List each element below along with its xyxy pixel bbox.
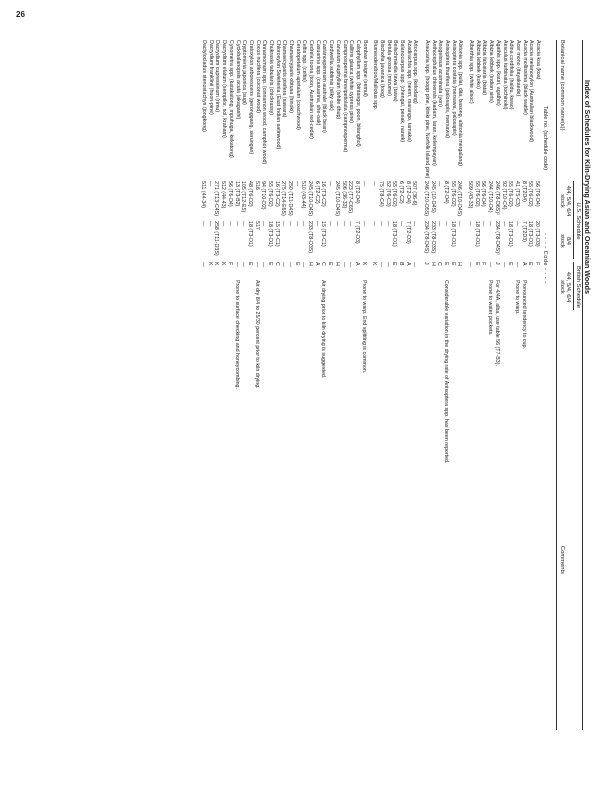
us-44-schedule-cell: 55 (T6-D2) (391, 181, 398, 207)
header-us-84: 8/4 (565, 236, 571, 246)
british-code-cell: — (200, 262, 207, 268)
table-row (384, 40, 391, 730)
botanical-name-cell: Albizia lebbek (koko) (474, 40, 481, 89)
us-44-schedule-cell: 250 (T11-D4S) (287, 181, 294, 216)
table-row (507, 40, 514, 730)
british-code-cell: E (443, 262, 450, 266)
botanical-name-cell: Dacrydium cupressinum (rimu) (214, 40, 221, 113)
botanical-name-cell: Chloroxylon Swietenia (East Indian satinwood) (274, 40, 281, 150)
comment-cell: Pronounced tendency to cup. (520, 280, 527, 349)
botanical-name-cell: Cocos nucifera (coconut wood) (254, 40, 261, 114)
table-row (246, 40, 253, 730)
british-code-cell: F (480, 262, 487, 266)
us-44-schedule-cell: 41 (T5-C3) (513, 181, 520, 207)
table-row (273, 40, 280, 730)
british-code-cell: A (520, 262, 527, 266)
us-44-schedule-cell: 92 (T10-C4) (500, 181, 507, 210)
botanical-name-cell: Canarium euphyllum (white dhup) (334, 40, 341, 120)
british-code-cell: — (233, 262, 240, 268)
us-84-schedule-cell: — (240, 221, 247, 227)
us-84-schedule-cell: 18 (T3-D1) (507, 221, 514, 247)
british-code-cell: — (280, 262, 287, 268)
table-row (326, 40, 333, 730)
us-44-schedule-cell: 516 (253, 181, 260, 190)
table-row (233, 40, 240, 730)
table-row (513, 40, 520, 730)
us-44-schedule-cell: 94 (T10-D2) (260, 181, 267, 210)
british-code-cell: C (273, 262, 280, 266)
table-row (493, 40, 500, 730)
us-84-schedule-cell: — (487, 221, 494, 227)
comment-cell: Air dry 8/4 to 25/30 percent prior to kiln drying. (253, 280, 260, 389)
us-84-schedule-cell: — (371, 221, 378, 227)
us-44-schedule-cell: 6 (T2-C2) (398, 181, 405, 204)
us-84-schedule-cell: 15 (T3-C1) (320, 221, 327, 247)
us-44-schedule-cell: — (371, 181, 378, 187)
british-code-cell: J (493, 262, 500, 265)
british-code-cell: — (347, 262, 354, 268)
table-row (397, 40, 404, 730)
us-44-schedule-cell: 245 (T10-D4S) (307, 181, 314, 217)
table-row (260, 40, 267, 730)
table-row (333, 40, 340, 730)
table-row (293, 40, 300, 730)
botanical-name-cell: Bischofia javanica (toog) (378, 40, 385, 98)
botanical-name-cell: Celtis spp. (celtis) (301, 40, 308, 82)
botanical-name-cell: Acer mono (itayakaede) (514, 40, 521, 97)
table-row (473, 40, 480, 730)
botanical-name-cell: Azadirachta spp. (neem, marango, tamaka) (405, 40, 412, 142)
header-us-schedule: U.S. Schedule (575, 202, 581, 240)
british-code-cell: — (467, 262, 474, 268)
us-84-schedule-cell: — (377, 221, 384, 227)
botanical-name-cell: Chamaecyparis obtusa (hinoki) (288, 40, 295, 114)
table-row (487, 40, 494, 730)
us-84-schedule-cell: — (226, 221, 233, 227)
us-44-schedule-cell: 8 (T2-D4) (404, 181, 411, 204)
us-44-schedule-cell: 246 (T8-D6S)¹ (493, 181, 500, 215)
table-row (411, 40, 418, 730)
british-code-cell: K (360, 262, 367, 266)
table-row (500, 40, 507, 730)
us-84-schedule-cell: 7 (T2-D3) (404, 221, 411, 244)
british-code-cell: K (371, 262, 378, 266)
us-84-schedule-cell: — (384, 221, 391, 227)
british-code-cell: — (287, 262, 294, 268)
header-us-44: 4/4, 5/4, 6/4 (565, 185, 571, 217)
comment-cell: For 4/4A, alba, use table 56 (T7-B3). (493, 280, 500, 366)
us-84-schedule-cell: 18 (T3-D1) (246, 221, 253, 247)
british-code-cell: — (340, 262, 347, 268)
botanical-name-cell: Dactylocladus stenostachys (jongkong) (201, 40, 208, 132)
botanical-name-cell: Beilschmiedia tawa (tawa) (392, 40, 399, 102)
us-44-schedule-cell: 509 (43-33) (467, 181, 474, 209)
botanical-name-cell: Cyclobalanopsis acuta (akagashi) (234, 40, 241, 120)
table-no-subheader: Table no. (schedule code) (542, 106, 548, 171)
us-84-schedule-cell: 18 (T3-D1) (473, 221, 480, 247)
botanical-name-cell: Castanospermum australe (black bean) (321, 40, 328, 133)
botanical-name-cell: Callitris glauca (white cypress pine) (348, 40, 355, 124)
table-row (436, 40, 443, 730)
table-row (253, 40, 260, 730)
us-84-schedule-cell: — (293, 221, 300, 227)
botanical-name-cell: Campnosperma brevipetiolata (campnosperma) (341, 40, 348, 153)
botanical-name-cell: Anthocephalus chinensis (kadam, laran, kelempayan) (430, 40, 437, 166)
us-84-schedule-cell: — (327, 221, 334, 227)
us-44-schedule-cell: 48 (T6-D2) (246, 181, 253, 207)
botanical-name-cell: Acacia mollissima (black wattle) (521, 40, 528, 115)
british-code-cell: — (253, 262, 260, 268)
us-84-schedule-cell: — (300, 221, 307, 227)
us-84-schedule-cell: 258 (T11-D3S) (213, 221, 220, 256)
botanical-name-cell: Alstonia spp. (pulai, dita, basong, alstonia mergalang) (457, 40, 464, 167)
table-row (347, 40, 354, 730)
us-44-schedule-cell: — (206, 181, 213, 187)
table-row (199, 40, 206, 730)
us-44-schedule-cell: 52 (T6-C3) (384, 181, 391, 207)
botanical-name-cell: Balanocarpus spp. (chengal, penak, nanek) (399, 40, 406, 143)
table-row (533, 40, 540, 730)
botanical-name-cell: Acacia melanoxylon (Australian blackwood) (528, 40, 535, 143)
us-84-schedule-cell: — (360, 221, 367, 227)
british-code-cell: — (513, 262, 520, 268)
us-44-schedule-cell: — (436, 181, 443, 187)
table-row (320, 40, 327, 730)
table-row (306, 40, 313, 730)
table-row (206, 40, 213, 730)
us-84-schedule-cell: — (260, 221, 267, 227)
code-label: Code (542, 250, 548, 267)
british-code-cell: E (391, 262, 398, 266)
header-brit-stock: stock (559, 280, 565, 294)
botanical-name-cell: Anisoptera thurifera (palosapis, mersawa) (444, 40, 451, 139)
us-span-rule (573, 181, 574, 259)
us-44-schedule-cell: — (293, 181, 300, 187)
british-code-cell: E (293, 262, 300, 266)
comment-cell: Considerable variation in the drying rate of Anisoptera spp. has been reported. (443, 280, 450, 464)
us-84-schedule-cell: — (480, 221, 487, 227)
botanical-name-cell: Cardwellia sublimis (silky oak) (328, 40, 335, 111)
comment-cell: Prone to surface checking and honeycombing. (233, 280, 240, 389)
us-44-schedule-cell: — (327, 181, 334, 187)
us-84-schedule-cell: — (333, 221, 340, 227)
us-44-schedule-cell: 55 (T6-D2) (266, 181, 273, 207)
botanical-name-cell: Cedrela toona (toon, Australian red-cedar) (308, 40, 315, 139)
us-44-schedule-cell: 55 (T6-D2) (507, 181, 514, 207)
british-code-cell: — (240, 262, 247, 268)
table-row (429, 40, 436, 730)
header-comments: Comments (559, 546, 565, 575)
us-44-schedule-cell: 55 (T6-D2) (527, 181, 534, 207)
us-44-schedule-cell: 510 (43-44) (300, 181, 307, 209)
us-44-schedule-cell: 56 (T6-D4) (480, 181, 487, 207)
british-code-cell: C (436, 262, 443, 266)
us-84-schedule-cell: 18 (T3-D1) (391, 221, 398, 247)
us-44-schedule-cell: 244 (T10-D4) (487, 181, 494, 213)
table-row (313, 40, 320, 730)
us-44-schedule-cell: 506 (36-33) (340, 181, 347, 209)
comment-cell: Prone to water pockets. (487, 280, 494, 336)
british-code-cell: E (327, 262, 334, 266)
us-44-schedule-cell: 55 (T6-D2) (449, 181, 456, 207)
botanical-name-cell: Casuarina spp. (casuarina, she-oak) (314, 40, 321, 126)
us-44-schedule-cell: 55 (T6-D2) (473, 181, 480, 207)
table-row (449, 40, 456, 730)
table-row (353, 40, 360, 730)
us-44-schedule-cell: 56 (T6-D4) (226, 181, 233, 207)
us-44-schedule-cell: 6 (T2-C2) (313, 181, 320, 204)
us-44-schedule-cell: 8 (T2-D4) (443, 181, 450, 204)
botanical-name-cell: Dacrydium franklinii (huon-pine) (207, 40, 214, 115)
british-code-cell: H (333, 262, 340, 266)
us-84-schedule-cell: 15 (T3-C1) (273, 221, 280, 247)
us-44-schedule-cell: 105 (T12-E5) (240, 181, 247, 213)
british-code-cell: K (220, 262, 227, 266)
us-84-schedule-cell: 517 (253, 221, 260, 230)
british-code-cell: E (507, 262, 514, 266)
table-row (404, 40, 411, 730)
british-code-cell: A (404, 262, 411, 266)
british-code-cell: E (449, 262, 456, 266)
us-84-schedule-cell: — (467, 221, 474, 227)
us-44-schedule-cell: 245 (T10-D4S) (333, 181, 340, 217)
us-44-schedule-cell: 8 (T2D4) (520, 181, 527, 202)
botanical-name-cell: Cryptomeria japonica (sugi) (241, 40, 248, 105)
british-code-cell: E (246, 262, 253, 266)
british-code-cell: F (534, 262, 540, 266)
us-84-schedule-cell: 233 (T8-D3S) (307, 221, 314, 254)
us-44-schedule-cell: 56 (T6-D4) (534, 181, 540, 207)
us-84-schedule-cell: — (436, 221, 443, 227)
botanical-name-cell: Agathis spp. (kauri, agathis) (494, 40, 501, 106)
table-row (240, 40, 247, 730)
british-code-cell: K (213, 262, 220, 266)
us-84-schedule-cell: 7 (T2-D3) (353, 221, 360, 244)
british-code-cell: B (398, 262, 405, 266)
botanical-name-cell: Cinnamomum spp. (cinnamon wood, camphor wood) (261, 40, 268, 165)
botanical-name-cell: Calophyllum spp. (bintangor, poon, bitanghol) (354, 40, 361, 147)
comment-cell: Air drying prior to kiln drying is suggested. (320, 280, 327, 379)
table-row (520, 40, 527, 730)
us-84-schedule-cell: — (200, 221, 207, 227)
us-44-schedule-cell: 275 (T14-E6S) (280, 181, 287, 216)
british-code-cell: H (307, 262, 314, 266)
code-subheader: - - - - Code - - - - (542, 233, 548, 284)
botanical-name-cell: Cynometra spp. (katakatong, mpuhuga, kekatong) (227, 40, 234, 158)
us-84-schedule-cell: 20 (T3-D3) (534, 221, 540, 247)
us-84-schedule-cell: 7 (T2D3) (520, 221, 527, 242)
us-44-schedule-cell: 512 (44-43) (220, 181, 227, 209)
botanical-name-cell: Alberthia spp. (white alsoc) (468, 40, 475, 104)
british-code-cell: K (206, 262, 213, 266)
table-row (219, 40, 226, 730)
us-44-schedule-cell: 16 (T3-C2) (320, 181, 327, 207)
header-brit-44: 4/4, 5/4, 6/4 (565, 271, 571, 303)
us-84-schedule-cell: — (443, 221, 450, 227)
us-84-schedule-cell: 234 (T8-D4S) (423, 221, 429, 254)
table-row (466, 40, 473, 730)
us-84-schedule-cell: — (206, 221, 213, 227)
us-84-schedule-cell: — (313, 221, 320, 227)
botanical-name-cell: Anogeissus acuminata (yon) (437, 40, 444, 107)
british-code-cell: — (500, 262, 507, 268)
botanical-name-cell: Blumeodendron/Mallotus spp. (372, 40, 379, 111)
table-row (340, 40, 347, 730)
header-british-schedule: British Schedule (575, 266, 581, 308)
botanical-name-cell: Chukrasia tabularis (chickrassy) (267, 40, 274, 116)
british-code-cell: H (456, 262, 463, 266)
us-44-schedule-cell: 246 (T10-D5S) (423, 181, 429, 217)
botanical-name-cell: Anisoptera costata (mersawa, palosapis) (450, 40, 457, 136)
botanical-name-cell: Bombax insigne (semul) (361, 40, 368, 97)
botanical-name-cell: Adina cordifolia (haldu, kwao) (508, 40, 515, 110)
botanical-name-cell: Artocarpus spp. (kelodang) (412, 40, 419, 104)
british-code-cell: — (384, 262, 391, 268)
header-botanical: Botanical name (common name(s)) (559, 40, 565, 131)
table-row (280, 40, 287, 730)
us-84-schedule-cell: 18 (T3-D1) (449, 221, 456, 247)
us-84-schedule-cell: — (398, 221, 405, 227)
table-row (226, 40, 233, 730)
british-code-cell: H (429, 262, 436, 266)
british-code-cell: — (300, 262, 307, 268)
us-84-schedule-cell: 18 (T3-D1) (266, 221, 273, 247)
us-44-schedule-cell: 75 (T8-C4) (377, 181, 384, 207)
schedule-table-body (199, 40, 540, 730)
us-84-schedule-cell: — (513, 221, 520, 227)
botanical-name-cell: Acacia koa (koa) (535, 40, 541, 80)
british-code-cell: — (260, 262, 267, 268)
us-84-schedule-cell: 18 (T3-D1) (527, 221, 534, 247)
table-row (266, 40, 273, 730)
british-code-cell: A (313, 262, 320, 266)
botanical-name-cell: Albizia lebbek (indian siris) (488, 40, 495, 103)
us-84-schedule-cell: — (456, 221, 463, 227)
table-row (360, 40, 367, 730)
table-row (480, 40, 487, 730)
us-84-schedule-cell: 233 (T8-D3S) (429, 221, 436, 254)
table-row (300, 40, 307, 730)
us-84-schedule-cell: — (411, 221, 418, 227)
botanical-name-cell: Cratoxylon arborescens (geronggang, serungan) (247, 40, 254, 155)
british-code-cell: — (411, 262, 418, 268)
british-code-cell: E (527, 262, 534, 266)
british-code-cell: J (423, 262, 429, 265)
table-row (377, 40, 384, 730)
us-44-schedule-cell: 511 (44-34) (200, 181, 207, 208)
british-code-cell: E (266, 262, 273, 266)
botanical-name-cell: Chamaecyparis pisifera (sawara) (281, 40, 288, 118)
us-44-schedule-cell: 271 (T13-C4S) (213, 181, 220, 217)
british-code-cell: — (487, 262, 494, 268)
header-us-84-stock: stock (559, 234, 565, 248)
us-84-schedule-cell: 234 (T8-D4S)¹ (493, 221, 500, 255)
us-44-schedule-cell: 8 (T2-D4) (353, 181, 360, 204)
header-us-44-stock: stock (559, 194, 565, 208)
us-84-schedule-cell: — (280, 221, 287, 227)
table-row (417, 40, 429, 730)
comment-cell: Prone to warp. End splitting is common. (360, 280, 367, 374)
table-row (456, 40, 463, 730)
british-span-rule (573, 262, 574, 310)
us-44-schedule-cell: 245 (10-D4S) (429, 181, 436, 213)
us-84-schedule-cell: — (220, 221, 227, 227)
british-code-cell: — (377, 262, 384, 268)
top-rule (582, 40, 583, 730)
page-title: Index of Schedules for Kiln-Drying Asian and Oceanian Woods (583, 80, 592, 295)
table-row (371, 40, 378, 730)
botanical-name-cell: Albizia falcataria (batai) (481, 40, 488, 96)
botanical-name-cell: Araucaria spp. (hoopp pine, klinki pine, Norfolk Island pine) (424, 40, 430, 179)
us-44-schedule-cell: 13 (T3-B2) (233, 181, 240, 207)
botanical-name-cell: Dacrydium elatum (sempilor, sol, kraham) (221, 40, 228, 138)
us-84-schedule-cell: — (233, 221, 240, 227)
table-row (391, 40, 398, 730)
botanical-name-cell: Betula grossa (mizume) (385, 40, 392, 96)
us-44-schedule-cell: 246 (T10-D4S) (456, 181, 463, 217)
table-row (213, 40, 220, 730)
us-44-schedule-cell: 507 (36-6) (411, 181, 418, 206)
us-44-schedule-cell: 223 (T7-C6S) (347, 181, 354, 214)
table-row (442, 40, 449, 730)
comment-cell: Prone to warp. (513, 280, 520, 315)
british-code-cell: E (473, 262, 480, 266)
table-row (527, 40, 534, 730)
table-row (286, 40, 293, 730)
british-code-cell: F (226, 262, 233, 266)
us-84-schedule-cell: — (500, 221, 507, 227)
header-bottom-rule (556, 40, 557, 730)
us-84-schedule-cell: — (347, 221, 354, 227)
botanical-name-cell: Aesculus turbinata (tochinoki) (501, 40, 508, 110)
british-code-cell: C (320, 262, 327, 266)
us-44-schedule-cell: 16 (T3-C2) (273, 181, 280, 207)
botanical-name-cell: Ceratopetalum apetalum (coachwood) (294, 40, 301, 130)
us-84-schedule-cell: — (287, 221, 294, 227)
british-code-cell: A (353, 262, 360, 266)
us-44-schedule-cell: — (360, 181, 367, 187)
us-84-schedule-cell: — (340, 221, 347, 227)
page-number: 26 (16, 10, 25, 19)
